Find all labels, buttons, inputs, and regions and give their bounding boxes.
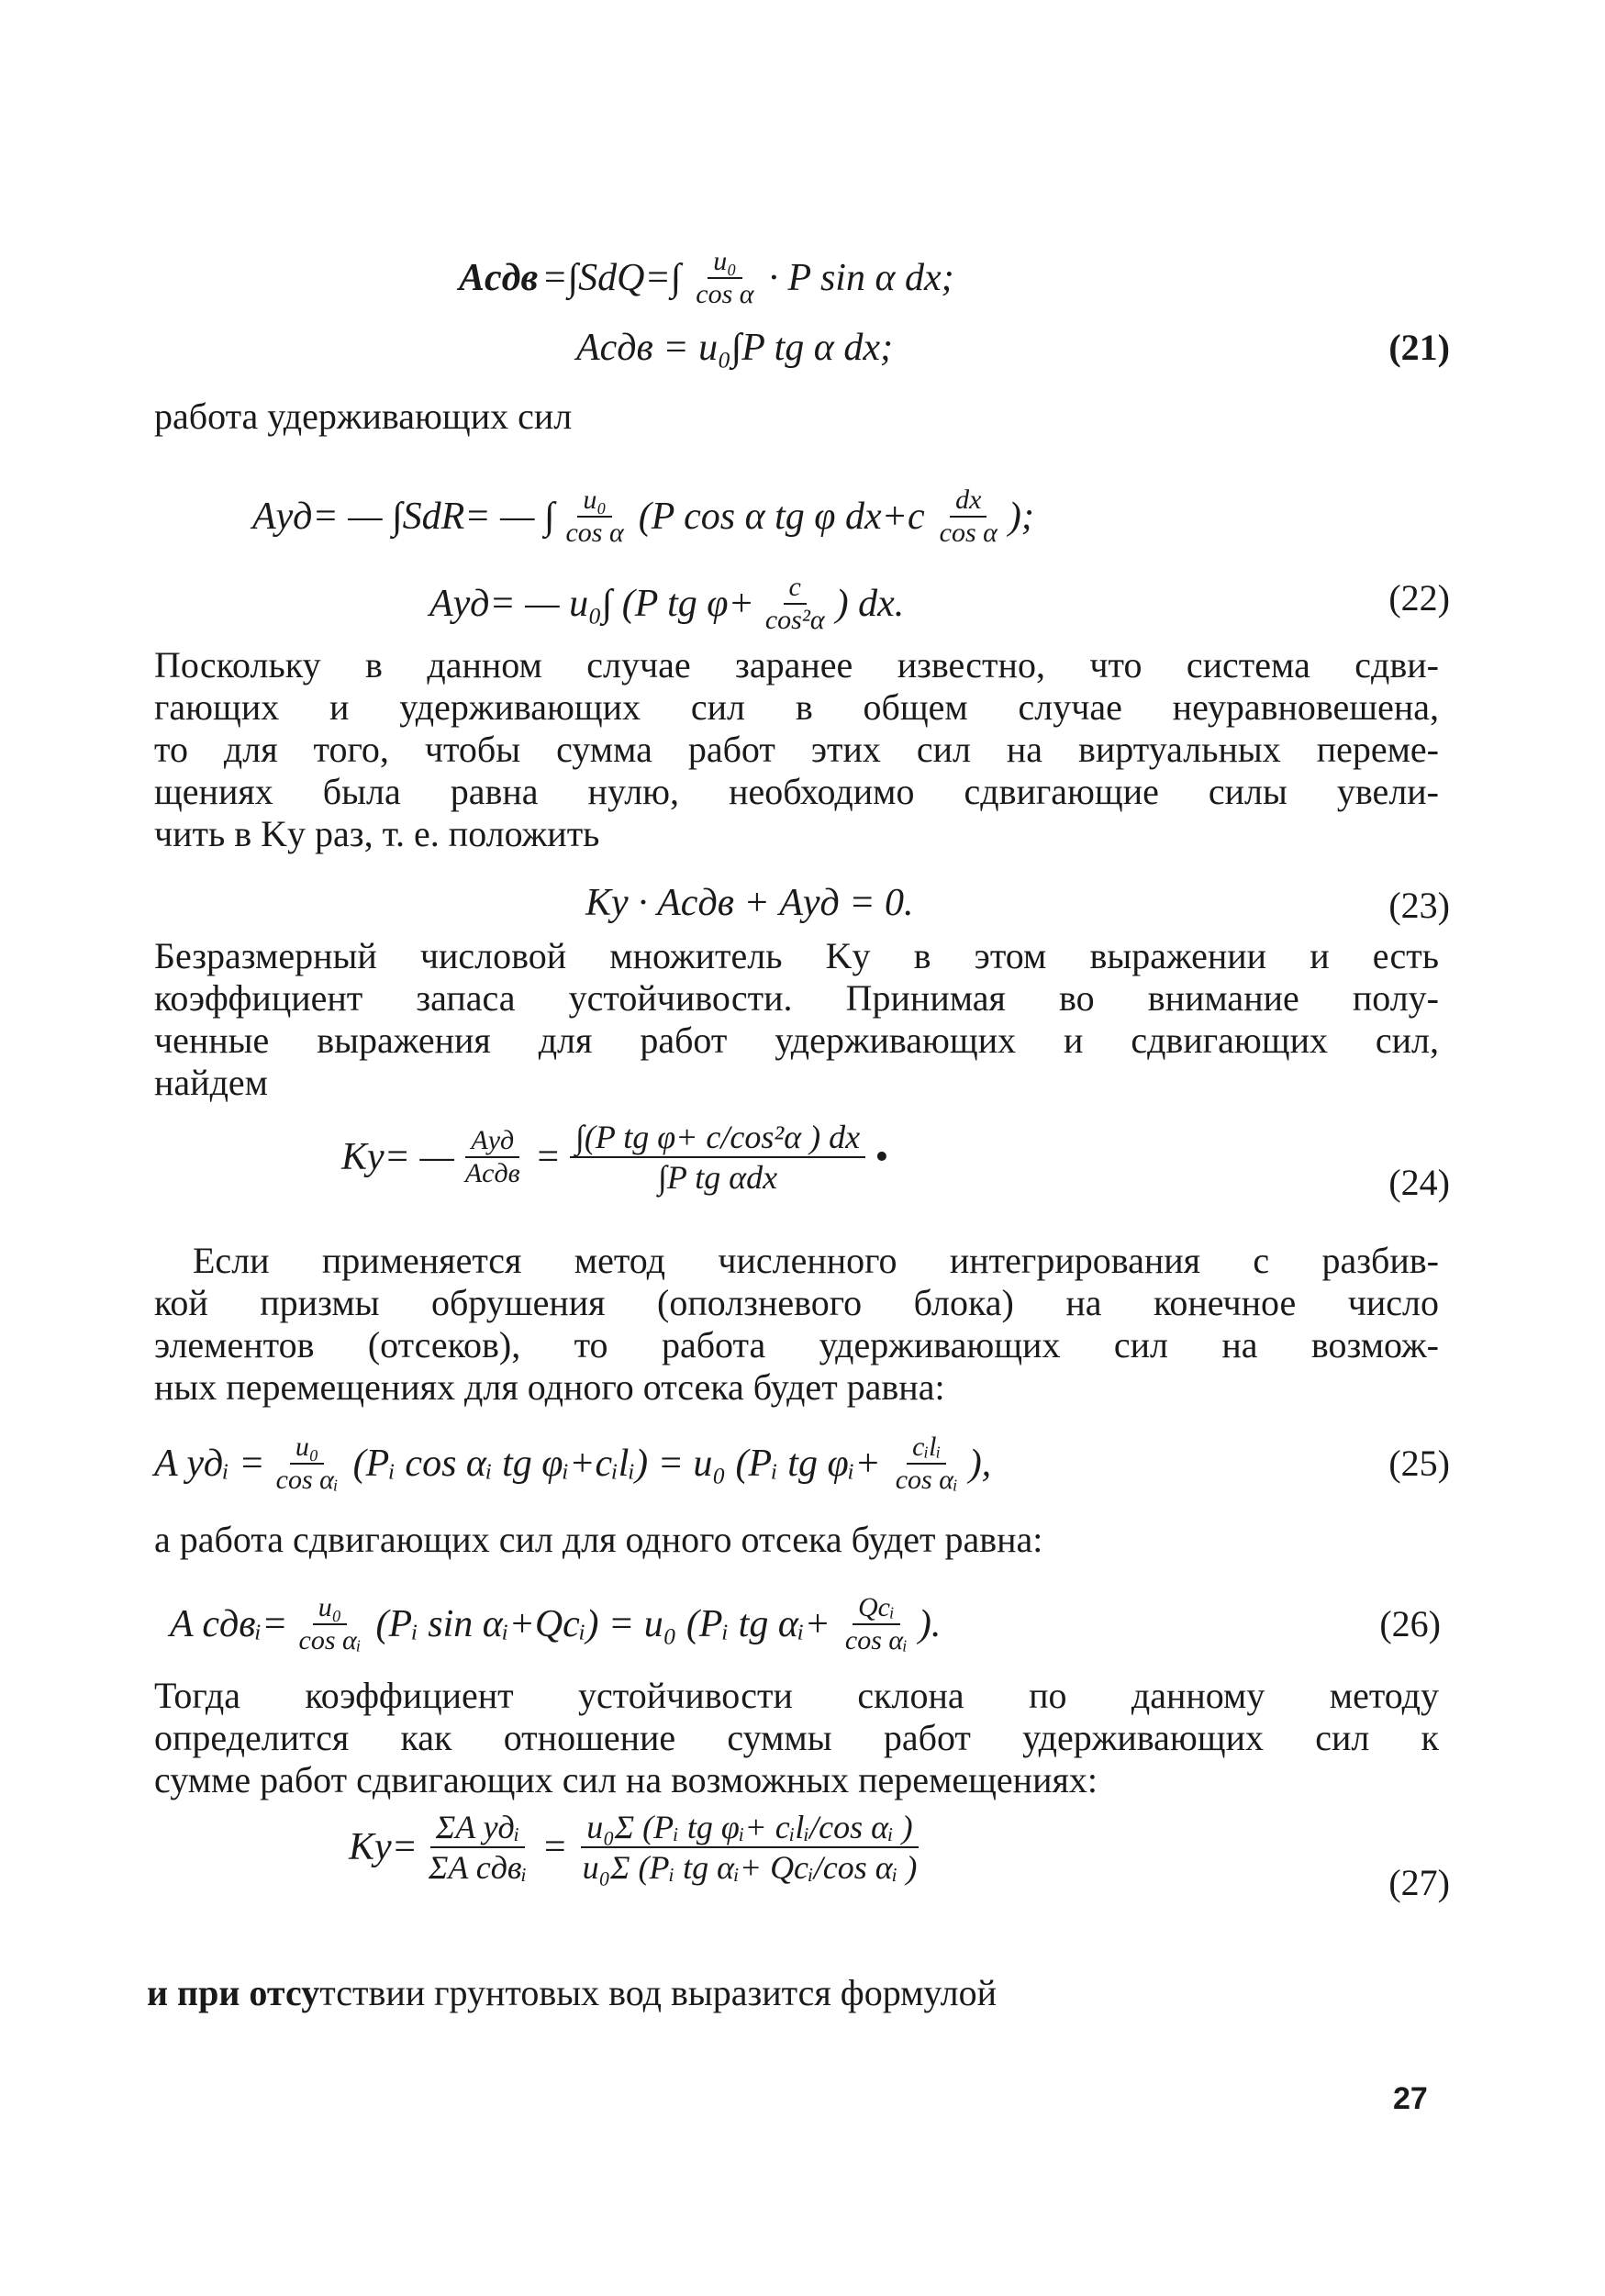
text-line-3-rest: тствии грунтовых вод выразится формулой bbox=[319, 1972, 998, 2013]
equation-23 bbox=[585, 881, 914, 925]
eq24-fraction-2 bbox=[570, 1118, 865, 1197]
paragraph-2-line-2: коэффициент запаса устойчивости. Принимая во внимание полу- bbox=[154, 977, 1439, 1019]
paragraph-3-line-2: кой призмы обрушения (оползневого блока) на конечное число bbox=[154, 1282, 1439, 1323]
eq27-fraction-2 bbox=[577, 1808, 923, 1887]
equation-number-21: (21) bbox=[1388, 327, 1450, 368]
eq23-text: Kу · Aсдв + Aуд = 0. bbox=[585, 882, 914, 924]
paragraph-1-line-1: Поскольку в данном случае заранее известно, что система сдви- bbox=[154, 644, 1439, 685]
text-line-3 bbox=[147, 1973, 1432, 2013]
eq22a-fraction-1 bbox=[560, 485, 629, 549]
paragraph-1-line-3: то для того, чтобы сумма работ этих сил на виртуальных переме- bbox=[154, 729, 1439, 770]
eq24-f1-numerator: Aуд bbox=[465, 1125, 519, 1158]
paragraph-4-line-3: сумме работ сдвигающих сил на возможных перемещениях: bbox=[154, 1759, 1098, 1800]
equation-25 bbox=[154, 1432, 991, 1496]
eq22a-fraction-2 bbox=[934, 485, 1003, 549]
eq21a-lhs: Aсдв bbox=[459, 257, 539, 299]
eq22a-numerator-1: u₀ bbox=[577, 485, 611, 518]
eq25-fraction-1 bbox=[271, 1432, 344, 1496]
eq25-mid: (Pᵢ cos αᵢ tg φᵢ+cᵢlᵢ) = u₀ (Pᵢ tg φᵢ+ bbox=[352, 1443, 881, 1485]
eq26-lhs: A сдвᵢ= bbox=[170, 1603, 288, 1645]
eq26-fraction-2 bbox=[840, 1592, 913, 1656]
eq25-denominator-2: cos αᵢ bbox=[895, 1465, 958, 1495]
text-line-2: а работа сдвигающих сил для одного отсека будет равна: bbox=[154, 1519, 1043, 1560]
eq26-end: ). bbox=[918, 1603, 942, 1645]
eq26-denominator-2: cos αᵢ bbox=[844, 1625, 908, 1655]
eq27-fraction-1 bbox=[423, 1808, 532, 1887]
eq24-f2-numerator: ∫(P tg φ+ c/cos²α ) dx bbox=[570, 1118, 865, 1158]
paragraph-2-line-3: ченные выражения для работ удерживающих и сдвигающих сил, bbox=[154, 1020, 1439, 1061]
eq21a-rhs: · P sin α dx; bbox=[768, 257, 954, 299]
equation-number-27: (27) bbox=[1388, 1862, 1450, 1903]
text-line-3-bold: и при отсу bbox=[147, 1972, 320, 2013]
eq21b-text: Aсдв = u₀∫P tg α dx; bbox=[576, 327, 893, 369]
eq25-numerator-2: cᵢlᵢ bbox=[907, 1432, 946, 1465]
eq22b-numerator: c bbox=[784, 572, 807, 605]
eq27-f1-numerator: ΣA удᵢ bbox=[430, 1808, 526, 1848]
equation-21b bbox=[576, 326, 893, 370]
paragraph-4-line-2: определится как отношение суммы работ удерживающих сил к bbox=[154, 1717, 1439, 1758]
eq24-f2-denominator: ∫P tg αdx bbox=[658, 1159, 778, 1196]
paragraph-1-line-2: гающих и удерживающих сил в общем случае неуравновешена, bbox=[154, 686, 1439, 728]
eq22a-denominator-1: cos α bbox=[565, 518, 624, 548]
paragraph-3-line-1: Если применяется метод численного интегрирования с разбив- bbox=[193, 1240, 1439, 1281]
equation-27 bbox=[349, 1808, 928, 1887]
eq24-equals: = bbox=[534, 1136, 562, 1178]
eq24-fraction-1 bbox=[460, 1125, 526, 1189]
eq27-lhs: Kу= bbox=[349, 1826, 418, 1868]
eq27-f2-denominator: u₀Σ (Pᵢ tg αᵢ+ Qcᵢ/cos αᵢ ) bbox=[582, 1849, 918, 1886]
eq22a-end: ); bbox=[1008, 496, 1034, 538]
eq22b-fraction bbox=[760, 572, 830, 636]
equation-number-23: (23) bbox=[1388, 885, 1450, 926]
eq26-numerator-1: u₀ bbox=[313, 1592, 347, 1625]
eq22a-lhs: Aуд= — ∫SdR= — ∫ bbox=[252, 496, 555, 538]
equation-22b bbox=[429, 572, 904, 636]
paragraph-1-line-4: щениях была равна нулю, необходимо сдвигающие силы увели- bbox=[154, 771, 1439, 812]
eq27-f2-numerator: u₀Σ (Pᵢ tg φᵢ+ cᵢlᵢ/cos αᵢ ) bbox=[581, 1808, 918, 1848]
equation-26 bbox=[170, 1592, 941, 1656]
page-number: 27 bbox=[1393, 2081, 1428, 2116]
paragraph-3-line-4: ных перемещениях для одного отсека будет равна: bbox=[154, 1366, 945, 1408]
eq27-equals: = bbox=[541, 1826, 568, 1868]
paragraph-4-line-1: Тогда коэффициент устойчивости склона по данному методу bbox=[154, 1675, 1439, 1716]
eq24-lhs: Kу= — bbox=[341, 1136, 454, 1178]
paragraph-2-line-4: найдем bbox=[154, 1062, 268, 1103]
equation-number-22: (22) bbox=[1388, 577, 1450, 619]
eq21a-mid: =∫SdQ=∫ bbox=[541, 257, 682, 299]
eq24-f1-denominator: Aсдв bbox=[464, 1158, 520, 1188]
eq26-denominator-1: cos αᵢ bbox=[298, 1625, 362, 1655]
equation-22a bbox=[252, 485, 1034, 549]
equation-number-25: (25) bbox=[1388, 1443, 1450, 1484]
eq26-numerator-2: Qcᵢ bbox=[853, 1592, 900, 1625]
eq22b-end: ) dx. bbox=[835, 583, 905, 625]
paragraph-1-line-5: чить в Kу раз, т. е. положить bbox=[154, 813, 600, 854]
eq26-mid: (Pᵢ sin αᵢ+Qcᵢ) = u₀ (Pᵢ tg αᵢ+ bbox=[375, 1603, 830, 1645]
text-line-1: работа удерживающих сил bbox=[154, 396, 573, 437]
equation-number-26: (26) bbox=[1379, 1603, 1441, 1644]
eq25-end: ), bbox=[968, 1443, 992, 1485]
eq22a-denominator-2: cos α bbox=[939, 518, 998, 548]
paragraph-3-line-3: элементов (отсеков), то работа удерживающих сил на возмож- bbox=[154, 1324, 1439, 1365]
eq24-dot: • bbox=[875, 1136, 888, 1178]
eq21a-numerator: u₀ bbox=[708, 246, 741, 279]
eq22a-mid: (P cos α tg φ dx+c bbox=[638, 496, 925, 538]
eq21a-fraction bbox=[690, 246, 759, 310]
equation-24 bbox=[341, 1118, 892, 1197]
eq25-denominator-1: cos αᵢ bbox=[275, 1465, 339, 1495]
eq25-lhs: A удᵢ = bbox=[154, 1443, 265, 1485]
eq27-f1-denominator: ΣA сдвᵢ bbox=[429, 1849, 528, 1886]
eq22b-denominator: cos²α bbox=[764, 605, 825, 635]
eq22b-lhs: Aуд= — u₀∫ (P tg φ+ bbox=[429, 583, 754, 625]
eq21a-denominator: cos α bbox=[696, 279, 754, 309]
eq22a-numerator-2: dx bbox=[950, 485, 986, 518]
equation-21a bbox=[459, 246, 958, 310]
eq25-fraction-2 bbox=[890, 1432, 964, 1496]
eq26-fraction-1 bbox=[294, 1592, 367, 1656]
paragraph-2-line-1: Безразмерный числовой множитель Kу в этом выражении и есть bbox=[154, 935, 1439, 976]
eq25-numerator-1: u₀ bbox=[290, 1432, 324, 1465]
equation-number-24: (24) bbox=[1388, 1162, 1450, 1203]
